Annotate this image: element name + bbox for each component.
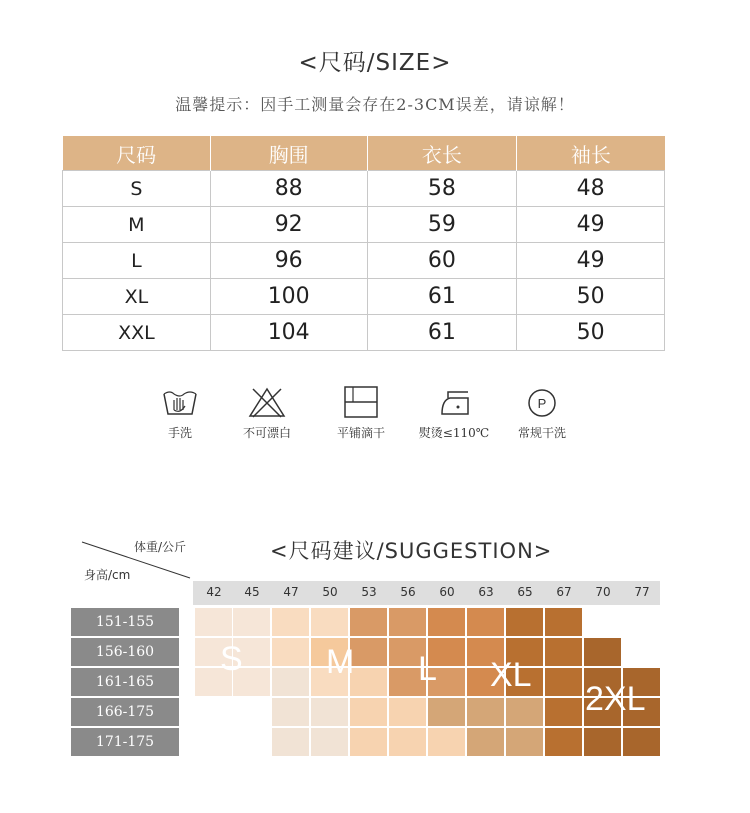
cell-size: XXL <box>63 315 211 351</box>
size-zone-label: XL <box>490 656 532 694</box>
size-grid-cell <box>428 608 466 637</box>
size-grid-cell <box>272 638 310 667</box>
table-row <box>63 315 665 351</box>
size-zone-label: S <box>220 640 243 678</box>
size-grid-cell <box>545 638 583 667</box>
cell-size: S <box>63 171 211 207</box>
cell-size: L <box>63 243 211 279</box>
size-grid-cell <box>350 638 388 667</box>
size-zone-label: 2XL <box>585 680 646 718</box>
cell-size: M <box>63 207 211 243</box>
size-grid-cell <box>584 638 622 667</box>
size-grid-cell <box>428 728 466 757</box>
size-grid-cell <box>233 608 271 637</box>
cell-chest: 96 <box>210 243 367 279</box>
size-grid-cell <box>311 608 349 637</box>
weight-label: 42 <box>206 585 222 599</box>
table-row <box>63 171 665 207</box>
size-grid-cell <box>545 668 583 697</box>
size-grid-cell <box>272 668 310 697</box>
height-label: 161-165 <box>71 668 179 696</box>
cell-length: 60 <box>367 243 517 279</box>
size-grid-cell <box>506 728 544 757</box>
care-item-iron <box>414 386 494 441</box>
size-title: <尺码/SIZE> <box>298 50 452 76</box>
size-zone-label: L <box>418 650 437 688</box>
cell-sleeve: 50 <box>517 279 665 315</box>
table-row <box>63 243 665 279</box>
weight-label: 65 <box>517 585 533 599</box>
weight-axis-label: 体重/公斤 <box>134 540 187 554</box>
cell-sleeve: 50 <box>517 315 665 351</box>
dry-clean-icon <box>522 386 562 418</box>
cell-length: 59 <box>367 207 517 243</box>
weight-label: 50 <box>322 585 338 599</box>
weight-label: 67 <box>556 585 572 599</box>
cell-chest: 88 <box>210 171 367 207</box>
size-grid-cell <box>311 728 349 757</box>
size-grid-cell <box>272 698 310 727</box>
cell-chest: 104 <box>210 315 367 351</box>
care-label: 不可漂白 <box>242 426 291 440</box>
cell-chest: 100 <box>210 279 367 315</box>
care-label: 常规干洗 <box>517 426 566 440</box>
cell-size: XL <box>63 279 211 315</box>
care-label: 手洗 <box>167 426 192 440</box>
cell-length: 61 <box>367 315 517 351</box>
care-item-dry-clean <box>502 386 582 441</box>
care-item-no-bleach <box>227 386 307 441</box>
header-sleeve: 袖长 <box>517 136 665 171</box>
size-grid-cell <box>506 608 544 637</box>
cell-length: 58 <box>367 171 517 207</box>
weight-label: 56 <box>400 585 416 599</box>
size-grid-cell <box>195 608 233 637</box>
cell-sleeve: 48 <box>517 171 665 207</box>
care-item-dry-flat <box>321 386 401 441</box>
size-grid-cell <box>428 698 466 727</box>
size-grid-cell <box>311 698 349 727</box>
size-table <box>62 136 665 351</box>
size-grid-cell <box>272 728 310 757</box>
size-grid-cell <box>389 728 427 757</box>
size-grid-cell <box>389 608 427 637</box>
size-grid-cell <box>350 668 388 697</box>
height-label: 171-175 <box>71 728 179 756</box>
size-grid-cell <box>389 698 427 727</box>
care-instructions <box>140 386 600 456</box>
suggestion-title: <尺码建议/SUGGESTION> <box>270 539 553 563</box>
weight-label: 53 <box>361 585 377 599</box>
size-grid-cell <box>350 728 388 757</box>
height-label: 156-160 <box>71 638 179 666</box>
care-item-hand-wash <box>140 386 220 441</box>
height-label: 166-175 <box>71 698 179 726</box>
size-table-header <box>63 136 665 171</box>
size-grid-cell <box>272 608 310 637</box>
table-row <box>63 279 665 315</box>
weight-label: 77 <box>634 585 650 599</box>
hand-wash-icon <box>160 386 200 418</box>
table-row <box>63 207 665 243</box>
size-grid-cell <box>506 698 544 727</box>
dry-flat-icon <box>341 386 381 418</box>
size-grid-cell <box>623 728 661 757</box>
header-size: 尺码 <box>63 136 211 171</box>
size-grid-cell <box>545 698 583 727</box>
no-bleach-icon <box>247 386 287 418</box>
weight-label: 47 <box>283 585 299 599</box>
cell-chest: 92 <box>210 207 367 243</box>
size-grid-cell <box>350 608 388 637</box>
height-axis-label: 身高/cm <box>84 568 131 582</box>
size-grid-cell <box>467 698 505 727</box>
size-grid-cell <box>545 728 583 757</box>
cell-length: 61 <box>367 279 517 315</box>
weight-label: 70 <box>595 585 611 599</box>
size-grid-cell <box>584 728 622 757</box>
size-grid-cell <box>545 608 583 637</box>
height-label: 151-155 <box>71 608 179 636</box>
size-grid-cell <box>467 728 505 757</box>
care-label: 平铺滴干 <box>336 426 385 440</box>
measurement-tip: 温馨提示：因手工测量会存在2-3CM误差，请谅解！ <box>175 95 575 114</box>
size-zone-label: M <box>326 643 355 681</box>
header-length: 衣长 <box>367 136 517 171</box>
svg-text:P: P <box>537 396 547 411</box>
care-label: 熨烫≤110℃ <box>418 426 490 440</box>
weight-label: 45 <box>244 585 260 599</box>
size-grid-cell <box>350 698 388 727</box>
weight-label: 60 <box>439 585 455 599</box>
cell-sleeve: 49 <box>517 207 665 243</box>
header-chest: 胸围 <box>210 136 367 171</box>
size-grid-cell <box>467 608 505 637</box>
cell-sleeve: 49 <box>517 243 665 279</box>
axis-corner <box>80 534 192 580</box>
weight-label: 63 <box>478 585 494 599</box>
iron-icon <box>434 386 474 418</box>
